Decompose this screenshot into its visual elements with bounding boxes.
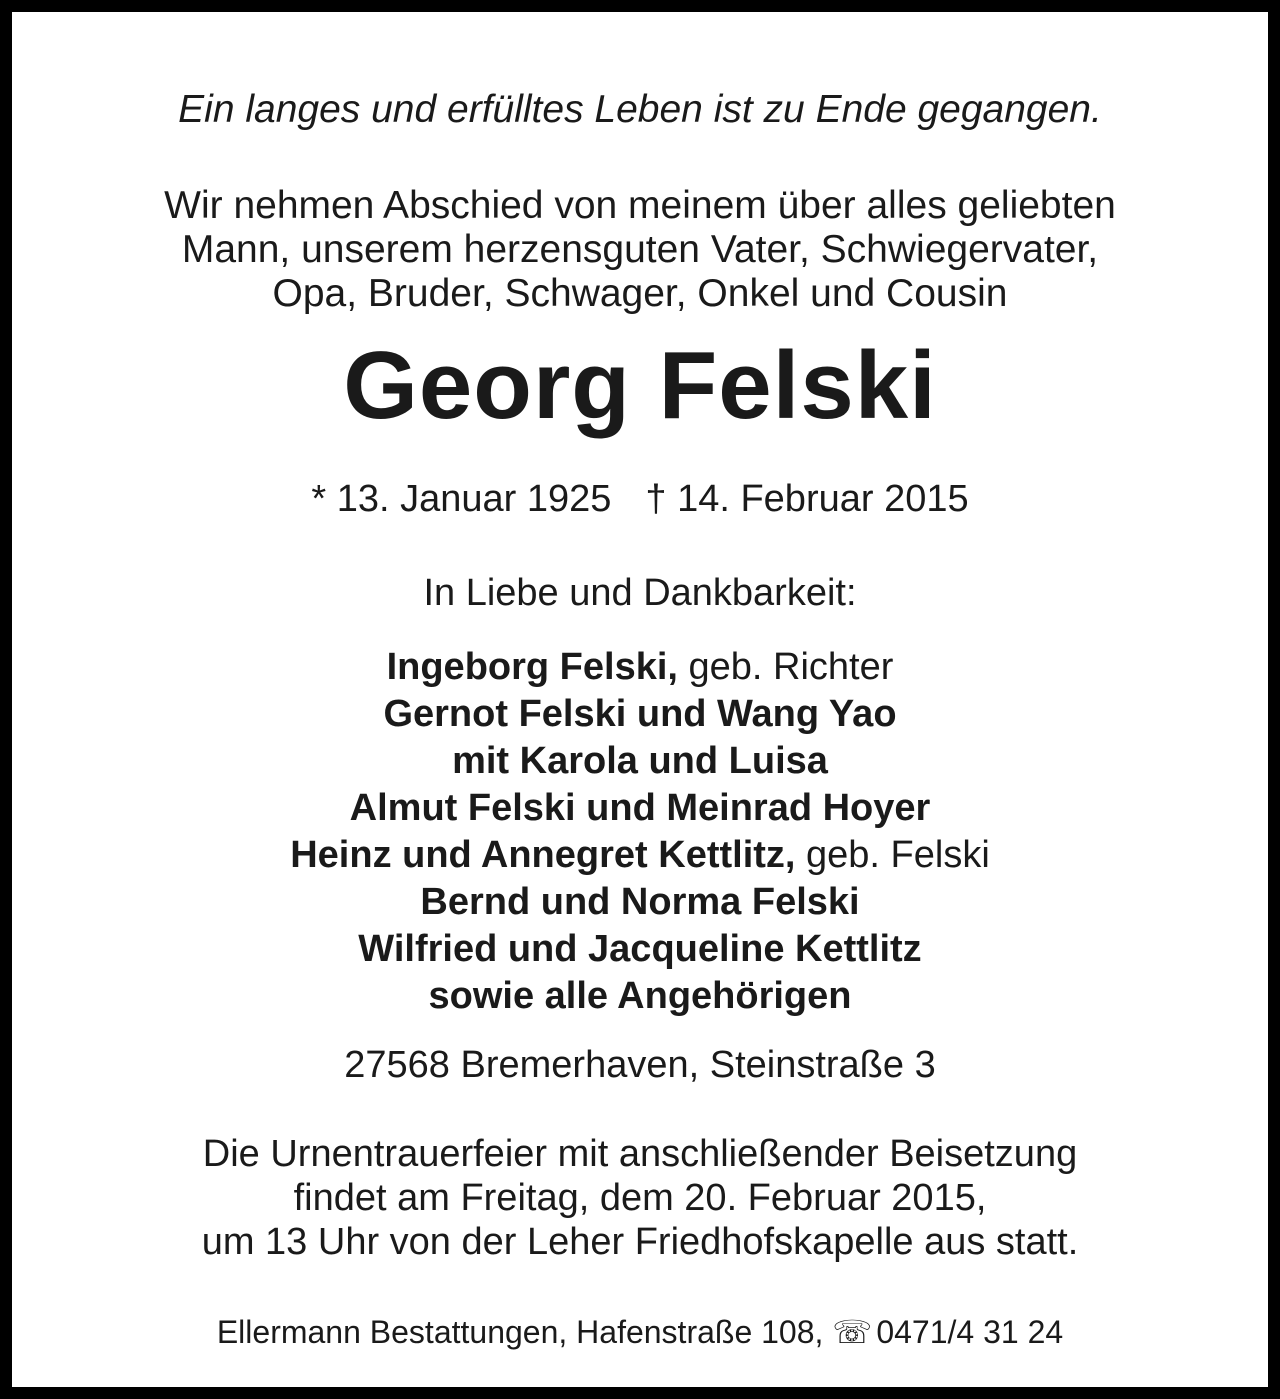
list-item: Bernd und Norma Felski	[420, 881, 860, 923]
thanks-line: In Liebe und Dankbarkeit:	[423, 572, 857, 614]
deceased-name: Georg Felski	[343, 332, 937, 439]
funeral-home-line	[12, 1316, 1268, 1348]
list-item: mit Karola und Luisa	[452, 740, 828, 782]
ceremony-line: findet am Freitag, dem 20. Februar 2015,	[293, 1177, 987, 1219]
birth-date: * 13. Januar 1925	[311, 478, 612, 520]
ceremony-line: Die Urnentrauerfeier mit anschließender Beisetzung	[202, 1133, 1078, 1175]
intro-line: Ein langes und erfülltes Leben ist zu Ende gegangen.	[178, 88, 1102, 131]
list-item: Gernot Felski und Wang Yao	[383, 693, 897, 735]
telephone-icon: ☏	[832, 1314, 873, 1350]
list-item: Wilfried und Jacqueline Kettlitz	[358, 928, 922, 970]
farewell-line: Wir nehmen Abschied von meinem über alles geliebten	[164, 184, 1116, 227]
list-item: sowie alle Angehörigen	[428, 975, 852, 1017]
farewell-line: Mann, unserem herzensguten Vater, Schwiegervater,	[181, 228, 1099, 271]
funeral-home-text: Ellermann Bestattungen, Hafenstraße 108,	[216, 1314, 824, 1350]
ceremony-info	[12, 1132, 1268, 1264]
list-item: Heinz und Annegret Kettlitz, geb. Felski	[290, 834, 990, 876]
death-date: † 14. Februar 2015	[645, 478, 969, 520]
farewell-text	[12, 184, 1268, 316]
life-dates	[12, 480, 1268, 518]
farewell-line: Opa, Bruder, Schwager, Onkel und Cousin	[272, 272, 1008, 315]
mourners-list	[12, 644, 1268, 1020]
list-item: Ingeborg Felski, geb. Richter	[386, 646, 894, 688]
family-address: 27568 Bremerhaven, Steinstraße 3	[344, 1044, 936, 1086]
obituary-card	[12, 12, 1268, 1387]
list-item: Almut Felski und Meinrad Hoyer	[349, 787, 931, 829]
ceremony-line: um 13 Uhr von der Leher Friedhofskapelle aus statt.	[201, 1221, 1079, 1263]
phone-number: 0471/4 31 24	[876, 1314, 1064, 1350]
